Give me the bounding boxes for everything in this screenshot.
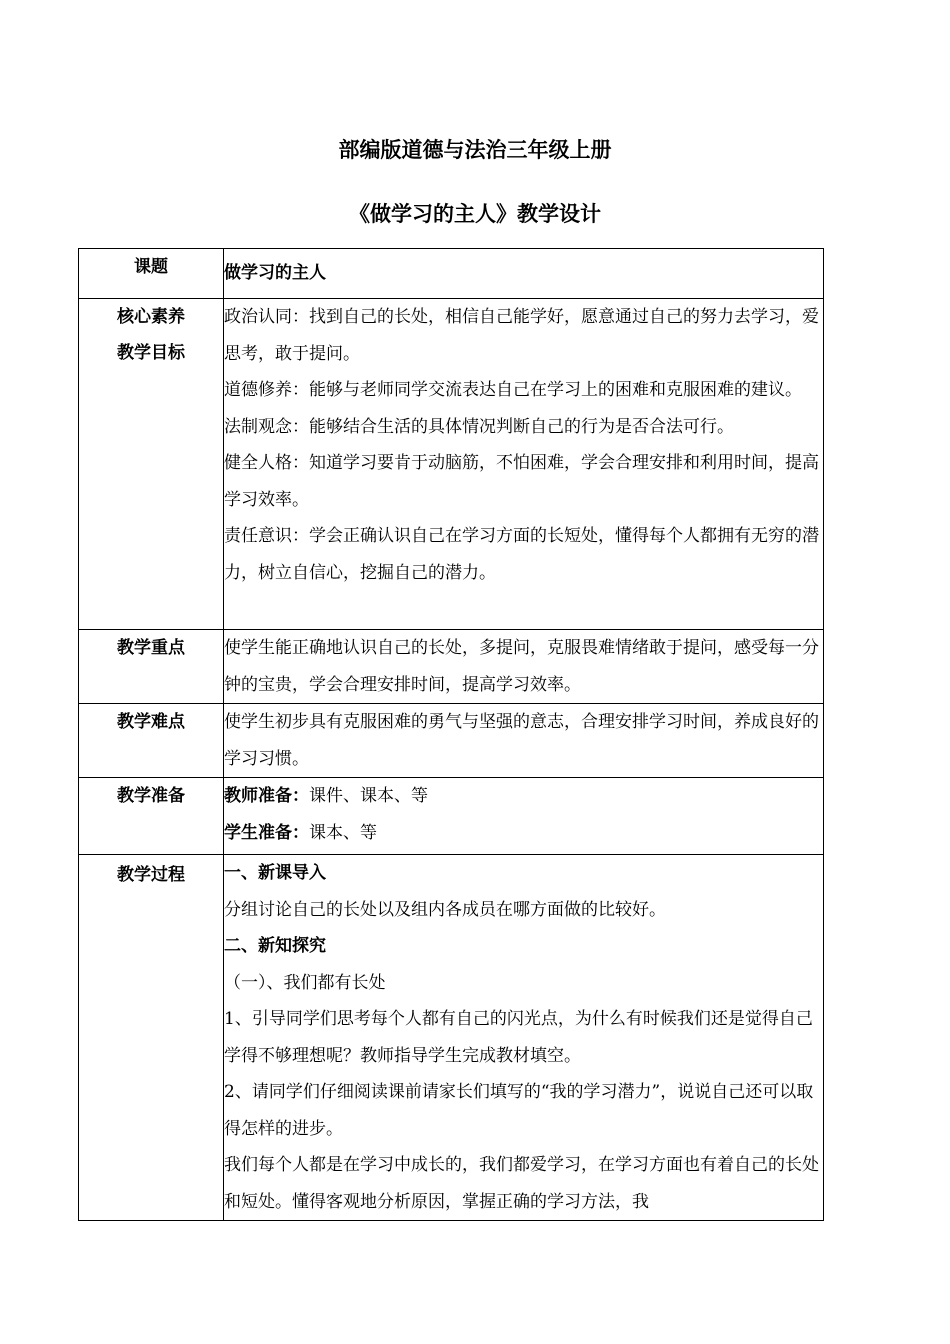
goal-item: 道德修养：能够与老师同学交流表达自己在学习上的困难和克服困难的建议。 (224, 380, 802, 400)
process-row (79, 855, 824, 1221)
difficulties-label: 教学难点 (79, 704, 224, 778)
goals-label (79, 299, 224, 630)
preparation-content (224, 778, 824, 855)
student-prep-label: 学生准备： (224, 822, 309, 843)
process-paragraph: 1、引导同学们思考每个人都有自己的闪光点，为什么有时候我们还是觉得自己学得不够理想呢？教师指导学生完成教材填空。 (224, 1009, 813, 1066)
teacher-prep-label: 教师准备： (224, 786, 309, 806)
goal-item: 责任意识：学会正确认识自己在学习方面的长短处，懂得每个人都拥有无穷的潜力，树立自信心，挖掘自己的潜力。 (224, 526, 819, 583)
preparation-label: 教学准备 (79, 778, 224, 855)
goals-label-line2: 教学目标 (117, 343, 185, 363)
goal-item: 健全人格：知道学习要肯于动脑筋，不怕困难，学会合理安排和利用时间，提高学习效率。 (224, 453, 819, 510)
student-prep-value: 课本、等 (309, 822, 377, 843)
difficulties-text: 使学生初步具有克服困难的勇气与坚强的意志，合理安排学习时间，养成良好的学习习惯。 (224, 704, 824, 778)
document-subtitle: 《做学习的主人》教学设计 (349, 202, 601, 226)
goal-item: 法制观念：能够结合生活的具体情况判断自己的行为是否合法可行。 (224, 416, 734, 437)
topic-row (79, 249, 824, 299)
key-points-label: 教学重点 (79, 630, 224, 704)
section1-text: 分组讨论自己的长处以及组内各成员在哪方面做的比较好。 (224, 899, 666, 920)
document-title: 部编版道德与法治三年级上册 (338, 138, 612, 162)
section1-heading: 一、新课导入 (224, 863, 326, 883)
process-label: 教学过程 (79, 855, 224, 1221)
lesson-plan-table (78, 248, 824, 1221)
teacher-prep-value: 课件、课本、等 (309, 786, 428, 806)
process-content (224, 855, 824, 1221)
difficulties-row (79, 704, 824, 778)
goal-item: 政治认同：找到自己的长处，相信自己能学好，愿意通过自己的努力去学习，爱思考，敢于提问。 (224, 307, 819, 364)
topic-value: 做学习的主人 (224, 263, 326, 284)
subsection-heading: （一）、我们都有长处 (224, 972, 386, 993)
goals-row (79, 299, 824, 630)
goals-content (224, 299, 824, 630)
key-points-row (79, 630, 824, 704)
key-points-text: 使学生能正确地认识自己的长处，多提问，克服畏难情绪敢于提问，感受每一分钟的宝贵，学会合理安排时间，提高学习效率。 (224, 630, 824, 704)
process-paragraph: 我们每个人都是在学习中成长的，我们都爱学习，在学习方面也有着自己的长处和短处。懂得客观地分析原因，掌握正确的学习方法，我 (224, 1155, 819, 1212)
section2-heading: 二、新知探究 (224, 936, 326, 956)
goals-label-line1: 核心素养 (117, 307, 185, 327)
preparation-row (79, 778, 824, 855)
process-paragraph: 2、请同学们仔细阅读课前请家长们填写的“我的学习潜力”，说说自己还可以取得怎样的进步。 (224, 1082, 814, 1139)
topic-label: 课题 (79, 249, 224, 299)
